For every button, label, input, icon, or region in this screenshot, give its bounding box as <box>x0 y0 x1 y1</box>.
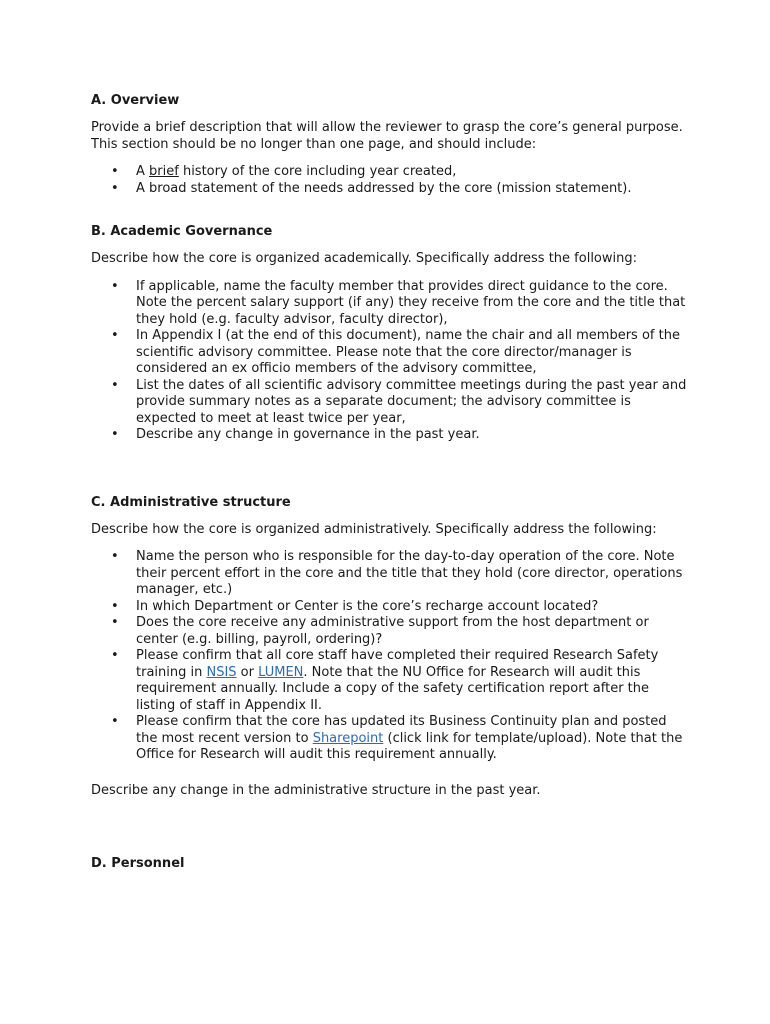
list-item <box>91 328 691 378</box>
sharepoint-link[interactable]: Sharepoint <box>312 730 384 746</box>
section-c-heading: C. Administrative structure <box>91 494 291 510</box>
list-item-text: Describe any change in governance in the past year. <box>136 427 480 442</box>
bullet-icon: • <box>111 714 119 729</box>
bullet-icon: • <box>111 180 119 196</box>
section-b-list <box>91 279 691 444</box>
list-item-text: . Note that the NU Office for Research will audit this requirement annually. Include a copy of the safety certification report after the listing of staff in Appendix II. <box>136 664 650 713</box>
section-a-intro: Provide a brief description that will allow the reviewer to grasp the core’s general purpose. This section should be no longer than one page, and should include: <box>91 120 683 152</box>
list-item-text: A <box>136 164 150 179</box>
bullet-icon: • <box>111 328 119 343</box>
document-page <box>91 92 691 873</box>
list-item <box>91 599 691 616</box>
list-item-text: Name the person who is responsible for the day-to-day operation of the core. Note their percent effort in the core and the title that they hold (core director, operations manager, etc.) <box>136 549 683 597</box>
list-item-text: In which Department or Center is the core’s recharge account located? <box>136 598 599 614</box>
bullet-icon: • <box>111 377 119 393</box>
section-b-heading: B. Academic Governance <box>91 224 273 239</box>
list-item <box>91 279 691 329</box>
section-b-intro: Describe how the core is organized academically. Specifically address the following: <box>91 251 637 266</box>
list-item <box>91 549 691 599</box>
list-item <box>91 615 691 648</box>
list-item <box>91 427 691 444</box>
list-item <box>91 714 691 764</box>
list-item-text: A broad statement of the needs addressed by the core (mission statement). <box>136 180 632 196</box>
section-a-list <box>91 164 691 197</box>
section-c-closing: Describe any change in the administrative structure in the past year. <box>91 782 541 798</box>
list-item <box>91 164 691 181</box>
bullet-icon: • <box>111 598 119 614</box>
list-item-text: Please confirm that the core has updated its Business Continuity plan and posted the most recent version to <box>136 714 667 746</box>
section-a-heading: A. Overview <box>91 93 180 108</box>
bullet-icon: • <box>111 164 119 179</box>
list-item-text: or <box>236 664 259 680</box>
list-item-text: In Appendix I (at the end of this document), name the chair and all members of the scientific advisory committee. Please note that the core director/manager is considered an ex officio members of the advisory committee, <box>136 328 680 376</box>
list-item <box>91 378 691 428</box>
nsis-link[interactable]: NSIS <box>206 664 237 680</box>
list-item-text: Please confirm that all core staff have completed their required Research Safety training in <box>136 648 659 680</box>
section-c-list <box>91 549 691 764</box>
bullet-icon: • <box>111 427 119 442</box>
bullet-icon: • <box>111 549 119 564</box>
bullet-icon: • <box>111 648 119 663</box>
list-item-text: Does the core receive any administrative support from the host department or center (e.g. billing, payroll, ordering)? <box>136 615 649 647</box>
section-d-heading: D. Personnel <box>91 856 185 871</box>
list-item-text: history of the core including year created, <box>178 164 457 179</box>
bullet-icon: • <box>111 615 119 630</box>
bullet-icon: • <box>111 278 119 294</box>
list-item <box>91 648 691 714</box>
list-item-text: If applicable, name the faculty member that provides direct guidance to the core. Note the percent salary support (if any) they receive from the core and the title that they hold (e.g. faculty advisor, faculty director), <box>136 278 686 327</box>
lumen-link[interactable]: LUMEN <box>258 664 304 680</box>
list-item-text: List the dates of all scientific advisory committee meetings during the past year and provide summary notes as a separate document; the advisory committee is expected to meet at least twice per year, <box>136 377 687 426</box>
list-item <box>91 181 691 198</box>
list-item-text: (click link for template/upload). Note that the Office for Research will audit this requirement annually. <box>136 730 683 762</box>
section-c-intro: Describe how the core is organized administratively. Specifically address the following: <box>91 521 657 537</box>
underlined-word: brief <box>149 164 179 179</box>
